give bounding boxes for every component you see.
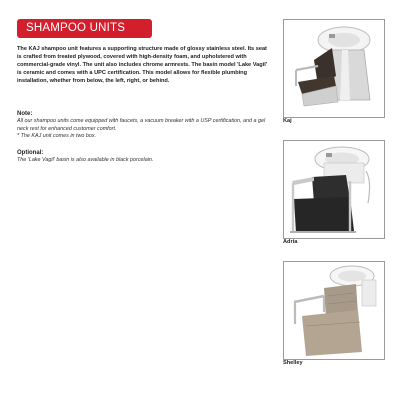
note-line-2: * The KAJ unit comes in two box.: [17, 133, 97, 140]
product-caption-adria: Adria: [283, 239, 298, 245]
kaj-chair-image: [284, 20, 384, 117]
section-banner: [17, 19, 152, 38]
optional-label: Optional:: [17, 150, 44, 156]
note-label: Note:: [17, 111, 33, 117]
optional-text: The 'Lake Vagil' basin is also available in black porcelain.: [17, 157, 154, 163]
note-body: [17, 118, 269, 141]
page-title: SHAMPOO UNITS: [26, 22, 126, 34]
product-photo-adria: [283, 140, 385, 239]
shelley-chair-image: [284, 262, 384, 359]
product-description: The KAJ shampoo unit features a supporting structure made of glossy stainless steel. Its seat is crafted from treated plywood, covered with high-density foam, and upholstered with commercial-grade vinyl. The unit also includes chrome armrests. The basin model 'Lake Vagil' is ceramic and comes with a UPC certification. This model allows for flexible plumbing installation, whether from below, the left, right, or behind.: [17, 46, 268, 84]
product-photo-shelley: [283, 261, 385, 360]
adria-chair-image: [284, 141, 384, 238]
note-line-1: All our shampoo units come equipped with faucets, a vacuum breaker with a USP certification, and a gel neck rest for enhanced customer comfort.: [17, 118, 266, 132]
product-photo-kaj: [283, 19, 385, 118]
product-caption-kaj: Kaj: [283, 118, 292, 124]
product-caption-shelley: Shelley: [283, 360, 303, 366]
